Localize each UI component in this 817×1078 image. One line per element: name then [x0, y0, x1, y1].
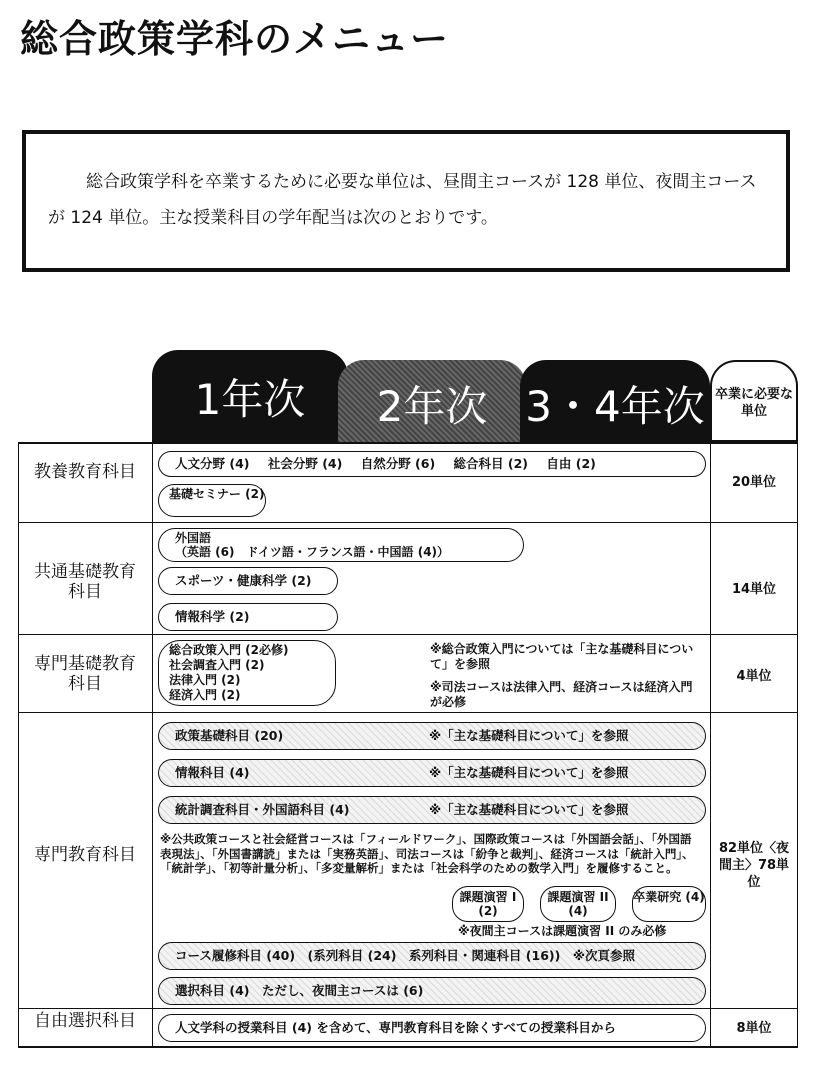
- foreign-language-detail: （英語 (6) ドイツ語・フランス語・中国語 (4)）: [175, 545, 450, 559]
- pill-course-subjects: コース履修科目 (40) (系列科目 (24) 系列科目・関連科目 (16)) ※次頁参照: [158, 942, 706, 970]
- pill-basic-seminar: 基礎セミナー (2): [158, 484, 266, 517]
- pill-kyoyo-subjects: [158, 451, 706, 477]
- units-senmon: 82単位〈夜間主〉78単位: [718, 841, 790, 890]
- column-divider: [710, 442, 711, 1046]
- pill-free-elective: 人文学科の授業科目 (4) を含めて、専門教育科目を除くすべての授業科目から: [158, 1014, 706, 1042]
- subject-humanities: 人文分野 (4): [175, 456, 250, 471]
- subject-free: 自由 (2): [546, 456, 596, 471]
- subject-law-intro: 法律入門 (2): [169, 673, 241, 687]
- column-divider: [152, 442, 153, 1046]
- subject-policy-intro: 総合政策入門 (2必修): [169, 643, 289, 657]
- category-kyotsu: 共通基礎教育科目: [34, 562, 136, 602]
- note-policy-basics: ※「主な基礎科目について」を参照: [429, 728, 629, 743]
- subject-natural: 自然分野 (6): [360, 456, 436, 471]
- intro-box: [22, 130, 790, 272]
- table-border-left: [18, 442, 19, 1046]
- subject-social: 社会分野 (4): [267, 456, 343, 471]
- row-divider: [18, 1046, 798, 1048]
- row-divider: [18, 1008, 798, 1009]
- pill-stats-language: [158, 796, 706, 824]
- subject-economics-intro: 経済入門 (2): [169, 688, 241, 702]
- row-divider: [18, 442, 798, 444]
- header-year1: 1年次: [152, 350, 348, 442]
- header-year2: 2年次: [338, 360, 526, 442]
- category-jiyu: 自由選択科目: [34, 1011, 136, 1031]
- pill-exercise-1: 課題演習 I (2): [452, 886, 524, 922]
- intro-text: 総合政策学科を卒業するために必要な単位は、昼間主コースが 128 単位、夜間主コースが 124 単位。主な授業科目の学年配当は次のとおりです。: [48, 172, 757, 228]
- subject-social-survey: 社会調査入門 (2): [169, 658, 265, 672]
- foreign-language-title: 外国語: [175, 531, 212, 545]
- note-law-econ: ※司法コースは法律入門、経済コースは経済入門が必修: [430, 680, 693, 709]
- pill-info-science: 情報科学 (2): [158, 603, 338, 631]
- category-senmon-kiso: 専門基礎教育科目: [34, 654, 136, 694]
- table-border-right: [797, 442, 798, 1046]
- row-divider: [18, 634, 798, 635]
- units-kyotsu: 14単位: [731, 582, 777, 597]
- row-divider: [18, 712, 798, 713]
- pill-senmon-kiso-list: [158, 640, 336, 706]
- pill-info-subjects: [158, 759, 706, 787]
- note-stats-language: ※「主な基礎科目について」を参照: [429, 802, 629, 817]
- row-divider: [18, 522, 798, 523]
- subject-general: 総合科目 (2): [453, 456, 529, 471]
- units-jiyu: 8単位: [736, 1021, 772, 1036]
- pill-policy-basics: [158, 722, 706, 750]
- units-kyoyo: 20単位: [731, 475, 777, 490]
- header-year34: 3・4年次: [520, 360, 710, 442]
- category-kyoyo: 教養教育科目: [34, 462, 136, 482]
- units-senmon-kiso: 4単位: [736, 669, 772, 684]
- subject-policy-basics: 政策基礎科目 (20): [175, 728, 284, 743]
- pill-graduation-thesis: 卒業研究 (4): [632, 886, 706, 922]
- category-senmon: 専門教育科目: [34, 845, 136, 865]
- page-title: 総合政策学科のメニュー: [20, 16, 450, 61]
- pill-foreign-language: [158, 528, 524, 562]
- subject-stats-language: 統計調査科目・外国語科目 (4): [175, 802, 350, 817]
- subject-info: 情報科目 (4): [175, 765, 250, 780]
- pill-exercise-2: 課題演習 II (4): [540, 886, 616, 922]
- pill-elective: 選択科目 (4) ただし、夜間主コースは (6): [158, 977, 706, 1005]
- note-info-subjects: ※「主な基礎科目について」を参照: [429, 765, 629, 780]
- pill-sports: スポーツ・健康科学 (2): [158, 567, 338, 595]
- note-policy-intro: ※総合政策入門については「主な基礎科目について」を参照: [430, 642, 694, 671]
- note-night-course: ※夜間主コースは課題演習 II のみ必修: [458, 924, 667, 938]
- note-course-requirements: ※公共政策コースと社会経営コースは「フィールドワーク」、国際政策コースは「外国語会話」、「外国語表現法」、「外国書講読」または「実務英語」、司法コースは「紛争と裁判」、経済コースは「統計入門」、「統計学」、「初等計量分析」、「多変量解析」または「社会科学のための数学入門」を履修すること。: [160, 832, 694, 875]
- header-required-units: 卒業に必要な単位: [710, 360, 798, 442]
